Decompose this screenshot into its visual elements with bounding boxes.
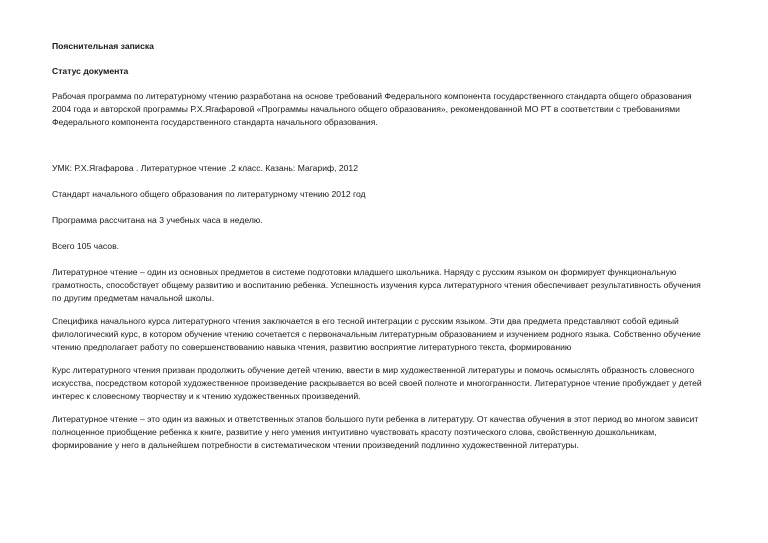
standard-line: Стандарт начального общего образования по литературному чтению 2012 год	[52, 189, 366, 199]
umk-line: УМК: Р.Х.Ягафарова . Литературное чтение .2 класс. Казань: Магариф, 2012	[52, 163, 358, 173]
document-status-heading: Статус документа	[52, 66, 129, 76]
document-title: Пояснительная записка	[52, 41, 154, 51]
body-paragraph: Специфика начального курса литературного чтения заключается в его тесной интеграции с русским языком. Эти два предмета представляют собой единый филологический курс, в котором обучение чтению сочетается с первоначальным литературным образованием и изучением родного языка. Собственно обучение чтению предполагает работу по совершенствованию навыка чтения, развитию восприятие литературного текста, формированию	[52, 316, 701, 352]
hours-per-week-line: Программа рассчитана на 3 учебных часа в неделю.	[52, 215, 263, 225]
body-paragraph: Литературное чтение – это один из важных и ответственных этапов большого пути ребенка в литературу. От качества обучения в этот период во многом зависит полноценное приобщение ребенка к книге, развитие у него умения интуитивно чувствовать красоту поэтического слова, свойственную дошкольникам, формирование у него в дальнейшем потребности в систематическом чтении произведений подлинно художественной литературы.	[52, 414, 699, 450]
body-paragraph: Курс литературного чтения призван продолжить обучение детей чтению, ввести в мир художественной литературы и помочь осмыслять образность словесного искусства, посредством которой художественное произведение раскрывается во всей своей полноте и многогранности. Литературное чтение пробуждает у детей интерес к словесному творчеству и к чтению художественных произведений.	[52, 365, 702, 401]
total-hours-line: Всего 105 часов.	[52, 241, 120, 251]
body-paragraph: Литературное чтение – один из основных предметов в системе подготовки младшего школьника. Наряду с русским языком он формирует функциональную грамотность, способствует общему развитию и воспитанию ребенка. Успешность изучения курса литературного чтения обеспечивает результативность обучения по другим предметам начальной школы.	[52, 267, 701, 303]
intro-paragraph: Рабочая программа по литературному чтению разработана на основе требований Федерального компонента государственного стандарта общего образования 2004 года и авторской программы Р.Х.Ягафаровой «Программы начального общего образования», рекомендованной МО РТ в соответствии с требованиями Федерального компонента государственного стандарта начального образования.	[52, 91, 692, 127]
